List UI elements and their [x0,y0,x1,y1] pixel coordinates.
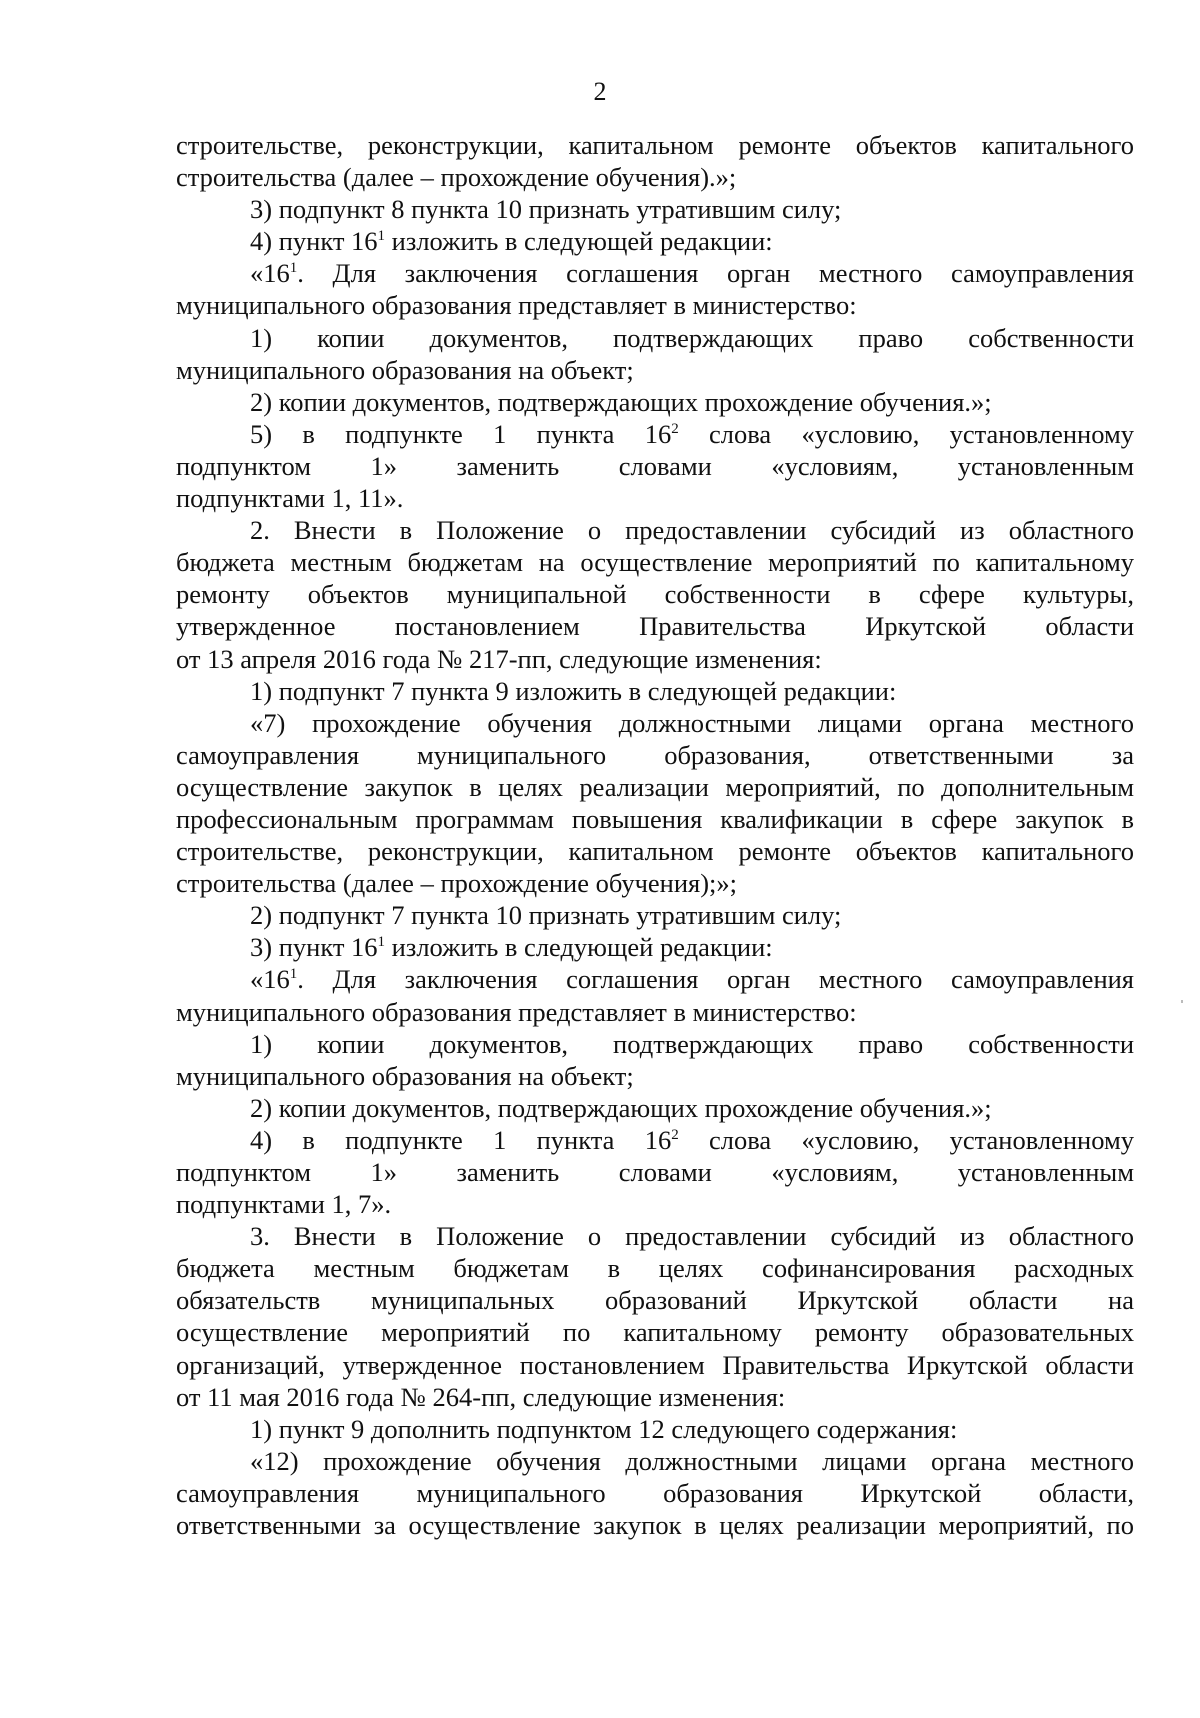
text-line: бюджета местным бюджетам в целях софинансирования расходных [176,1253,1134,1284]
text-line: подпунктом 1» заменить словами «условиям, установленным [176,450,1134,481]
text-line: 4) пункт $16^1$ изложить в следующей редакции: [250,226,773,257]
text-line: строительства (далее – прохождение обучения);»; [176,868,738,899]
text-line: «12) прохождение обучения должностными лицами органа местного [250,1445,1134,1476]
text-line: 2) копии документов, подтверждающих прохождение обучения.»; [250,1092,992,1123]
text-line: муниципального образования на объект; [176,354,634,385]
text-line: 1) копии документов, подтверждающих право собственности [250,322,1134,353]
text-line: обязательств муниципальных образований Иркутской области на [176,1285,1134,1316]
text-line: муниципального образования представляет в министерство: [176,996,857,1027]
text-line: от 13 апреля 2016 года № 217-пп, следующие изменения: [176,643,822,674]
text-line: муниципального образования на объект; [176,1060,634,1091]
page-number: 2 [593,77,607,106]
superscript: 1 [377,228,386,245]
text-line: 2) копии документов, подтверждающих прохождение обучения.»; [250,386,992,417]
text-line: самоуправления муниципального образования, ответственными за [176,739,1134,770]
text-line: «$16^1$. Для заключения соглашения орган местного самоуправления [250,964,1134,995]
text-line: подпунктом 1» заменить словами «условиям, установленным [176,1157,1134,1187]
text-line: 1) пункт 9 дополнить подпунктом 12 следующего содержания: [250,1413,958,1444]
superscript: 1 [289,260,298,277]
text-line: осуществление закупок в целях реализации мероприятий, по дополнительным [176,771,1134,802]
text-line: строительстве, реконструкции, капитальном ремонте объектов капитального [176,130,1134,160]
text-line: 2) подпункт 7 пункта 10 признать утратившим силу; [250,900,842,931]
text-line: осуществление мероприятий по капитальному ремонту образовательных [176,1317,1134,1348]
text-line: 3) подпункт 8 пункта 10 признать утратившим силу; [250,194,842,225]
text-line: подпунктами 1, 11». [176,483,404,514]
text-line: строительстве, реконструкции, капитальном ремонте объектов капитального [176,836,1134,867]
text-line: 1) копии документов, подтверждающих право собственности [250,1028,1134,1059]
text-line: утвержденное постановлением Правительства Иркутской области [176,611,1134,642]
text-line: 3) пункт $16^1$ изложить в следующей редакции: [250,932,773,963]
superscript: 2 [671,420,679,437]
text-line: ответственными за осуществление закупок в целях реализации мероприятий, по [176,1510,1134,1541]
text-line: 4) в подпункте 1 пункта $16^2$ слова «условию, установленному [250,1124,1135,1155]
text-line: 3. Внести в Положение о предоставлении субсидий из областного [250,1221,1134,1252]
superscript: 1 [289,966,298,983]
text-line: «7) прохождение обучения должностными лицами органа местного [250,707,1134,738]
text-line: строительства (далее – прохождение обучения).»; [176,162,737,193]
text-line: муниципального образования представляет в министерство: [176,290,857,321]
scan-speck [1181,1000,1183,1003]
text-line: 1) подпункт 7 пункта 9 изложить в следующей редакции: [250,675,897,706]
text-line: 5) в подпункте 1 пункта $16^2$ слова «условию, установленному [250,418,1135,449]
text-line: 2. Внести в Положение о предоставлении субсидий из областного [250,515,1134,546]
superscript: 1 [377,934,386,951]
text-line: «$16^1$. Для заключения соглашения орган местного самоуправления [250,258,1134,289]
text-line: организаций, утвержденное постановлением Правительства Иркутской области [176,1349,1134,1380]
text-line: подпунктами 1, 7». [176,1189,392,1220]
text-line: профессиональным программам повышения квалификации в сфере закупок в [176,803,1134,834]
text-line: ремонту объектов муниципальной собственности в сфере культуры, [176,579,1134,610]
document-body [176,129,1134,1541]
superscript: 2 [671,1126,679,1143]
text-line: бюджета местным бюджетам на осуществление мероприятий по капитальному [176,547,1134,578]
text-line: самоуправления муниципального образования Иркутской области, [176,1477,1134,1508]
text-line: от 11 мая 2016 года № 264-пп, следующие изменения: [176,1381,786,1412]
